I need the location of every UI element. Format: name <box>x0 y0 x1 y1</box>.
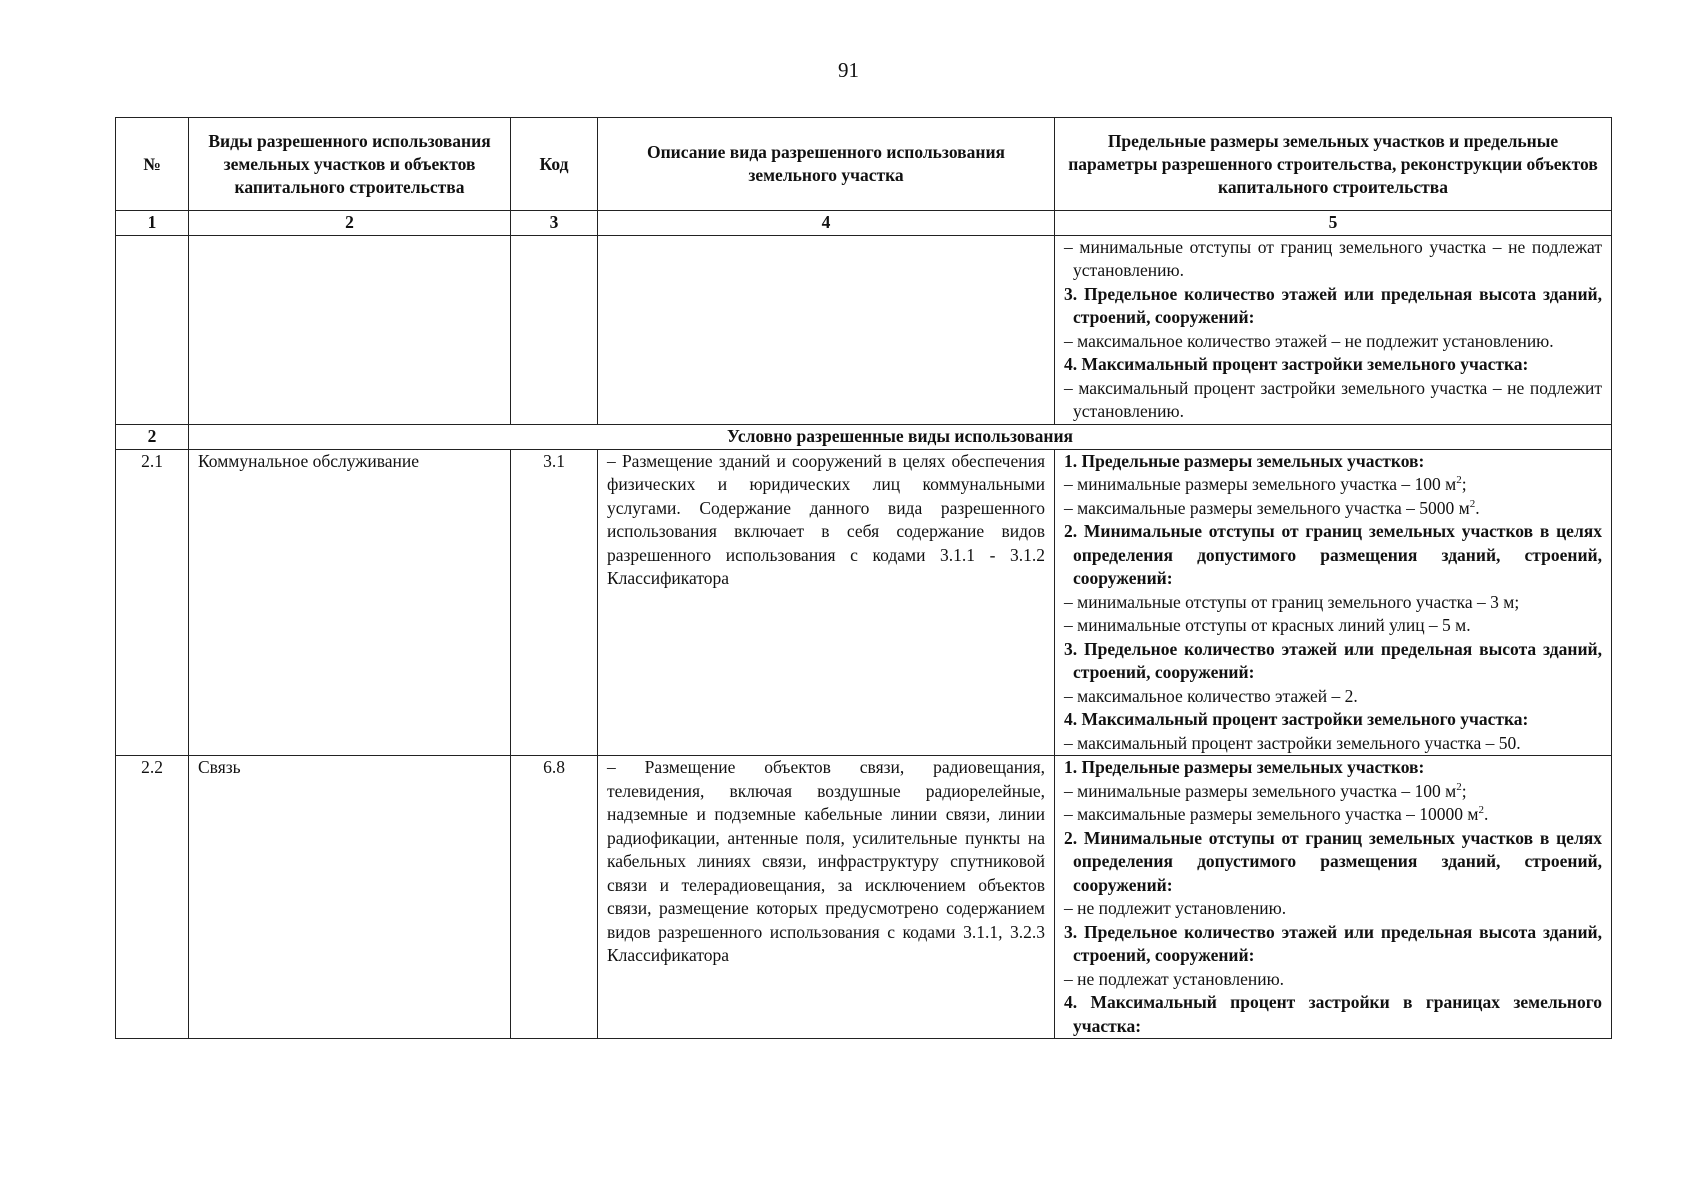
continuation-description-cell <box>598 235 1055 424</box>
param-text: – максимальные размеры земельного участка – 5000 м <box>1064 497 1470 518</box>
param-text: 1. Предельные размеры земельных участков: <box>1064 450 1425 471</box>
row-code: 6.8 <box>511 756 598 1039</box>
param-heading <box>1064 756 1602 780</box>
section-number: 2 <box>116 424 189 449</box>
param-text: 3. Предельное количество этажей или предельная высота зданий, строений, сооружений: <box>1064 921 1602 965</box>
param-text: – не подлежит установлению. <box>1064 898 1287 918</box>
param-item <box>1064 330 1602 354</box>
param-heading <box>1064 283 1602 330</box>
param-tail: . <box>1483 804 1489 824</box>
column-number: 2 <box>189 211 511 236</box>
param-item <box>1064 897 1602 921</box>
param-text: – максимальное количество этажей – не подлежит установлению. <box>1064 330 1554 351</box>
param-item <box>1064 377 1602 424</box>
continuation-row <box>116 235 1612 424</box>
param-text: – минимальные размеры земельного участка – 100 м <box>1064 474 1457 494</box>
param-tail: ; <box>1461 474 1467 494</box>
row-kind: Связь <box>189 756 511 1039</box>
param-text: 2. Минимальные отступы от границ земельных участков в целях определения допустимого размещения зданий, строений, сооружений: <box>1064 827 1602 895</box>
column-number: 5 <box>1055 211 1612 236</box>
param-text: – минимальные отступы от красных линий улиц – 5 м. <box>1064 615 1471 635</box>
param-text: 4. Максимальный процент застройки в границах земельного участка: <box>1064 992 1602 1036</box>
header-row <box>116 118 1612 211</box>
param-item <box>1064 591 1602 615</box>
row-code: 3.1 <box>511 449 598 756</box>
section-row <box>116 424 1612 449</box>
table-row <box>116 449 1612 756</box>
continuation-kind-cell <box>189 235 511 424</box>
row-number: 2.1 <box>116 449 189 756</box>
row-kind: Коммунальное обслуживание <box>189 449 511 756</box>
param-heading <box>1064 520 1602 591</box>
param-item <box>1064 236 1602 283</box>
param-text: 3. Предельное количество этажей или предельная высота зданий, строений, сооружений: <box>1064 283 1602 327</box>
param-tail: . <box>1475 497 1480 518</box>
param-item <box>1064 473 1602 497</box>
header-kind: Виды разрешенного использования земельных участков и объектов капитального строительства <box>189 118 511 211</box>
row-description: – Размещение зданий и сооружений в целях обеспечения физических и юридических лиц коммунальными услугами. Содержание данного вида разрешенного использования включает в себя содержание видов разрешенного использования с кодами 3.1.1 - 3.1.2 Классификатора <box>598 449 1055 756</box>
param-heading <box>1064 708 1602 732</box>
params-cell <box>1055 756 1612 1039</box>
column-number-row <box>116 211 1612 236</box>
params-cell <box>1055 449 1612 756</box>
param-item <box>1064 614 1602 638</box>
table-row <box>116 756 1612 1039</box>
page-number: 91 <box>838 58 859 82</box>
param-text: 3. Предельное количество этажей или предельная высота зданий, строений, сооружений: <box>1064 638 1602 682</box>
param-text: – максимальный процент застройки земельного участка – не подлежит установлению. <box>1064 377 1602 421</box>
param-item <box>1064 968 1602 992</box>
header-description: Описание вида разрешенного использования земельного участка <box>598 118 1055 211</box>
param-text: – минимальные отступы от границ земельного участка – не подлежат установлению. <box>1064 236 1602 280</box>
param-text: 4. Максимальный процент застройки земельного участка: <box>1064 709 1529 729</box>
param-heading <box>1064 827 1602 898</box>
param-text: – максимальный процент застройки земельного участка – 50. <box>1064 732 1521 753</box>
unit-exponent: 2 <box>1478 804 1484 817</box>
param-item <box>1064 497 1602 521</box>
param-tail: ; <box>1461 780 1467 801</box>
land-use-table <box>115 117 1612 1039</box>
header-params: Предельные размеры земельных участков и предельные параметры разрешенного строительства, реконструкции объектов капитального строительства <box>1055 118 1612 211</box>
param-text: 1. Предельные размеры земельных участков: <box>1064 757 1425 777</box>
param-item <box>1064 780 1602 804</box>
column-number: 3 <box>511 211 598 236</box>
params-cell <box>1055 235 1612 424</box>
param-text: – минимальные отступы от границ земельного участка – 3 м; <box>1064 591 1520 612</box>
param-heading <box>1064 638 1602 685</box>
param-text: 2. Минимальные отступы от границ земельных участков в целях определения допустимого размещения зданий, строений, сооружений: <box>1064 521 1602 588</box>
continuation-code-cell <box>511 235 598 424</box>
unit-exponent: 2 <box>1456 780 1462 793</box>
section-title: Условно разрешенные виды использования <box>189 424 1612 449</box>
param-heading <box>1064 353 1602 377</box>
param-text: – не подлежат установлению. <box>1064 968 1285 989</box>
param-item <box>1064 732 1602 756</box>
param-text: – максимальные размеры земельного участка – 10000 м <box>1064 804 1479 824</box>
column-number: 4 <box>598 211 1055 236</box>
column-number: 1 <box>116 211 189 236</box>
param-item <box>1064 685 1602 709</box>
param-text: 4. Максимальный процент застройки земельного участка: <box>1064 354 1529 374</box>
param-heading <box>1064 450 1602 474</box>
param-heading <box>1064 991 1602 1038</box>
header-no: № <box>116 118 189 211</box>
row-number: 2.2 <box>116 756 189 1039</box>
param-text: – максимальное количество этажей – 2. <box>1064 685 1358 706</box>
row-description: – Размещение объектов связи, радиовещания, телевидения, включая воздушные радиорелейные, надземные и подземные кабельные линии связи, линии радиофикации, антенные поля, усилительные пункты на кабельных линиях связи, инфраструктуру спутниковой связи и телерадиовещания, за исключением объектов связи, размещение которых предусмотрено содержанием видов разрешенного использования с кодами 3.1.1, 3.2.3 Классификатора <box>598 756 1055 1039</box>
unit-exponent: 2 <box>1469 497 1476 510</box>
unit-exponent: 2 <box>1456 474 1462 487</box>
param-item <box>1064 803 1602 827</box>
header-code: Код <box>511 118 598 211</box>
param-text: – минимальные размеры земельного участка – 100 м <box>1064 780 1457 801</box>
param-heading <box>1064 921 1602 968</box>
continuation-no-cell <box>116 235 189 424</box>
